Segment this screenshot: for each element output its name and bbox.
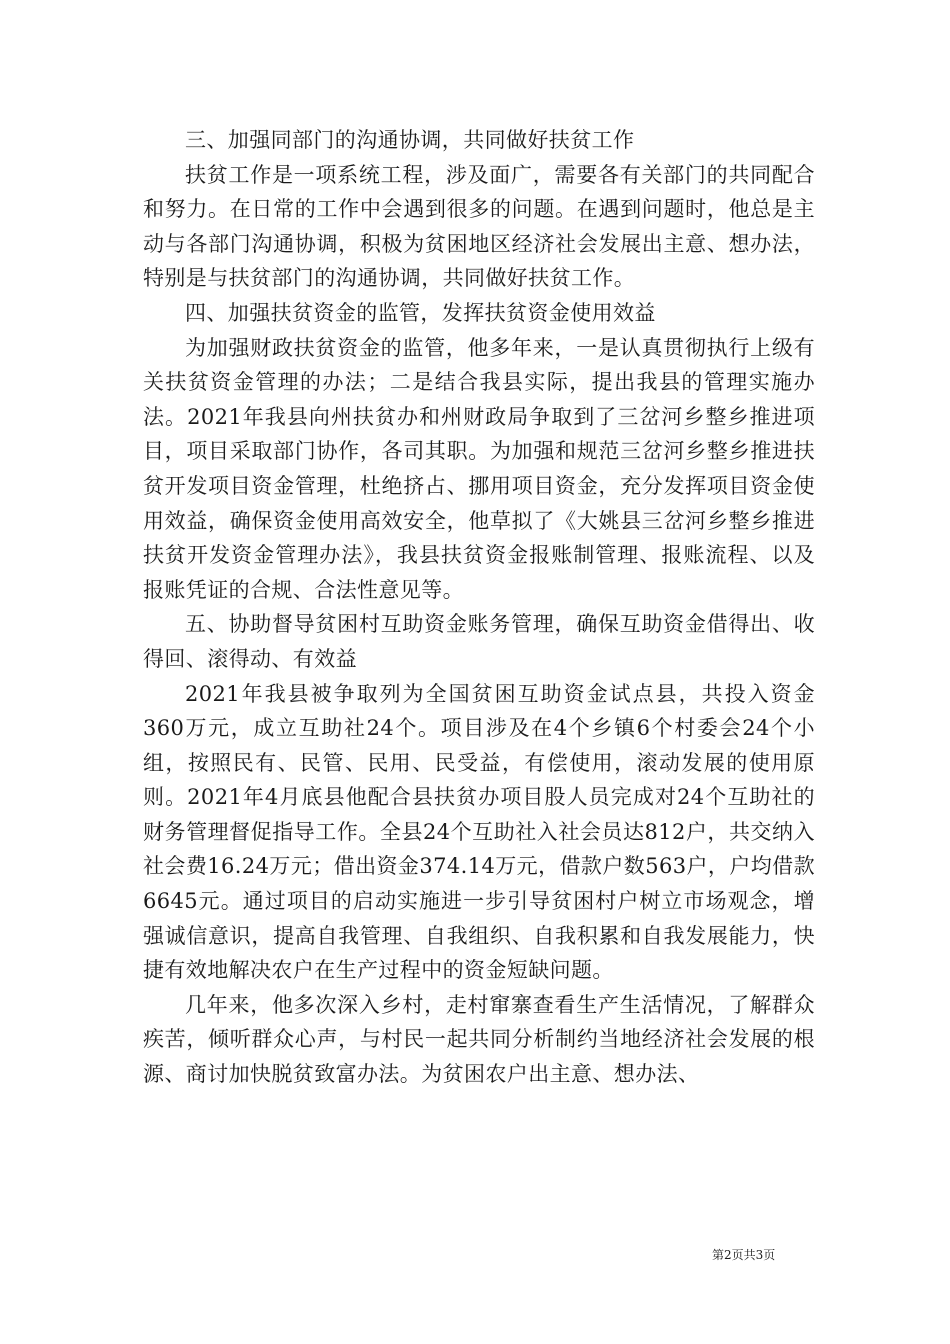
body-paragraph: 几年来，他多次深入乡村，走村窜寨查看生产生活情况，了解群众疾苦，倾听群众心声，与村民一起共同分析制约当地经济社会发展的根源、商讨加快脱贫致富办法。为贫困农户出主意、想办法、 (143, 992, 815, 1087)
document-body (143, 123, 815, 1092)
section-heading-4: 四、加强扶贫资金的监管，发挥扶贫资金使用效益 (185, 300, 656, 325)
section-heading-3: 三、加强同部门的沟通协调，共同做好扶贫工作 (185, 128, 635, 152)
page-number-footer: 第2页共3页 (712, 1248, 776, 1262)
body-paragraph: 为加强财政扶贫资金的监管，他多年来，一是认真贯彻执行上级有关扶贫资金管理的办法；二是结合我县实际，提出我县的管理实施办法。2021年我县向州扶贫办和州财政局争取到了三岔河乡整乡推进项目，项目采取部门协作，各司其职。为加强和规范三岔河乡整乡推进扶贫开发项目资金管理，杜绝挤占、挪用项目资金，充分发挥项目资金使用效益，确保资金使用高效安全，他草拟了《大姚县三岔河乡整乡推进扶贫开发资金管理办法》，我县扶贫资金报账制管理、报账流程、以及报账凭证的合规、合法性意见等。 (143, 335, 815, 602)
body-paragraph: 2021年我县被争取列为全国贫困互助资金试点县，共投入资金360万元，成立互助社24个。项目涉及在4个乡镇6个村委会24个小组，按照民有、民管、民用、民受益，有偿使用，滚动发展的使用原则。2021年4月底县他配合县扶贫办项目股人员完成对24个互助社的财务管理督促指导工作。全县24个互助社入社会员达812户，共交纳入社会费16.24万元；借出资金374.14万元，借款户数563户，户均借款6645元。通过项目的启动实施进一步引导贫困村户树立市场观念，增强诚信意识，提高自我管理、自我组织、自我积累和自我发展能力，快捷有效地解决农户在生产过程中的资金短缺问题。 (143, 681, 815, 983)
section-heading-5: 五、协助督导贫困村互助资金账务管理，确保互助资金借得出、收得回、滚得动、有效益 (143, 612, 815, 671)
body-paragraph: 扶贫工作是一项系统工程，涉及面广，需要各有关部门的共同配合和努力。在日常的工作中会遇到很多的问题。在遇到问题时，他总是主动与各部门沟通协调，积极为贫困地区经济社会发展出主意、想办法，特别是与扶贫部门的沟通协调，共同做好扶贫工作。 (143, 162, 815, 291)
